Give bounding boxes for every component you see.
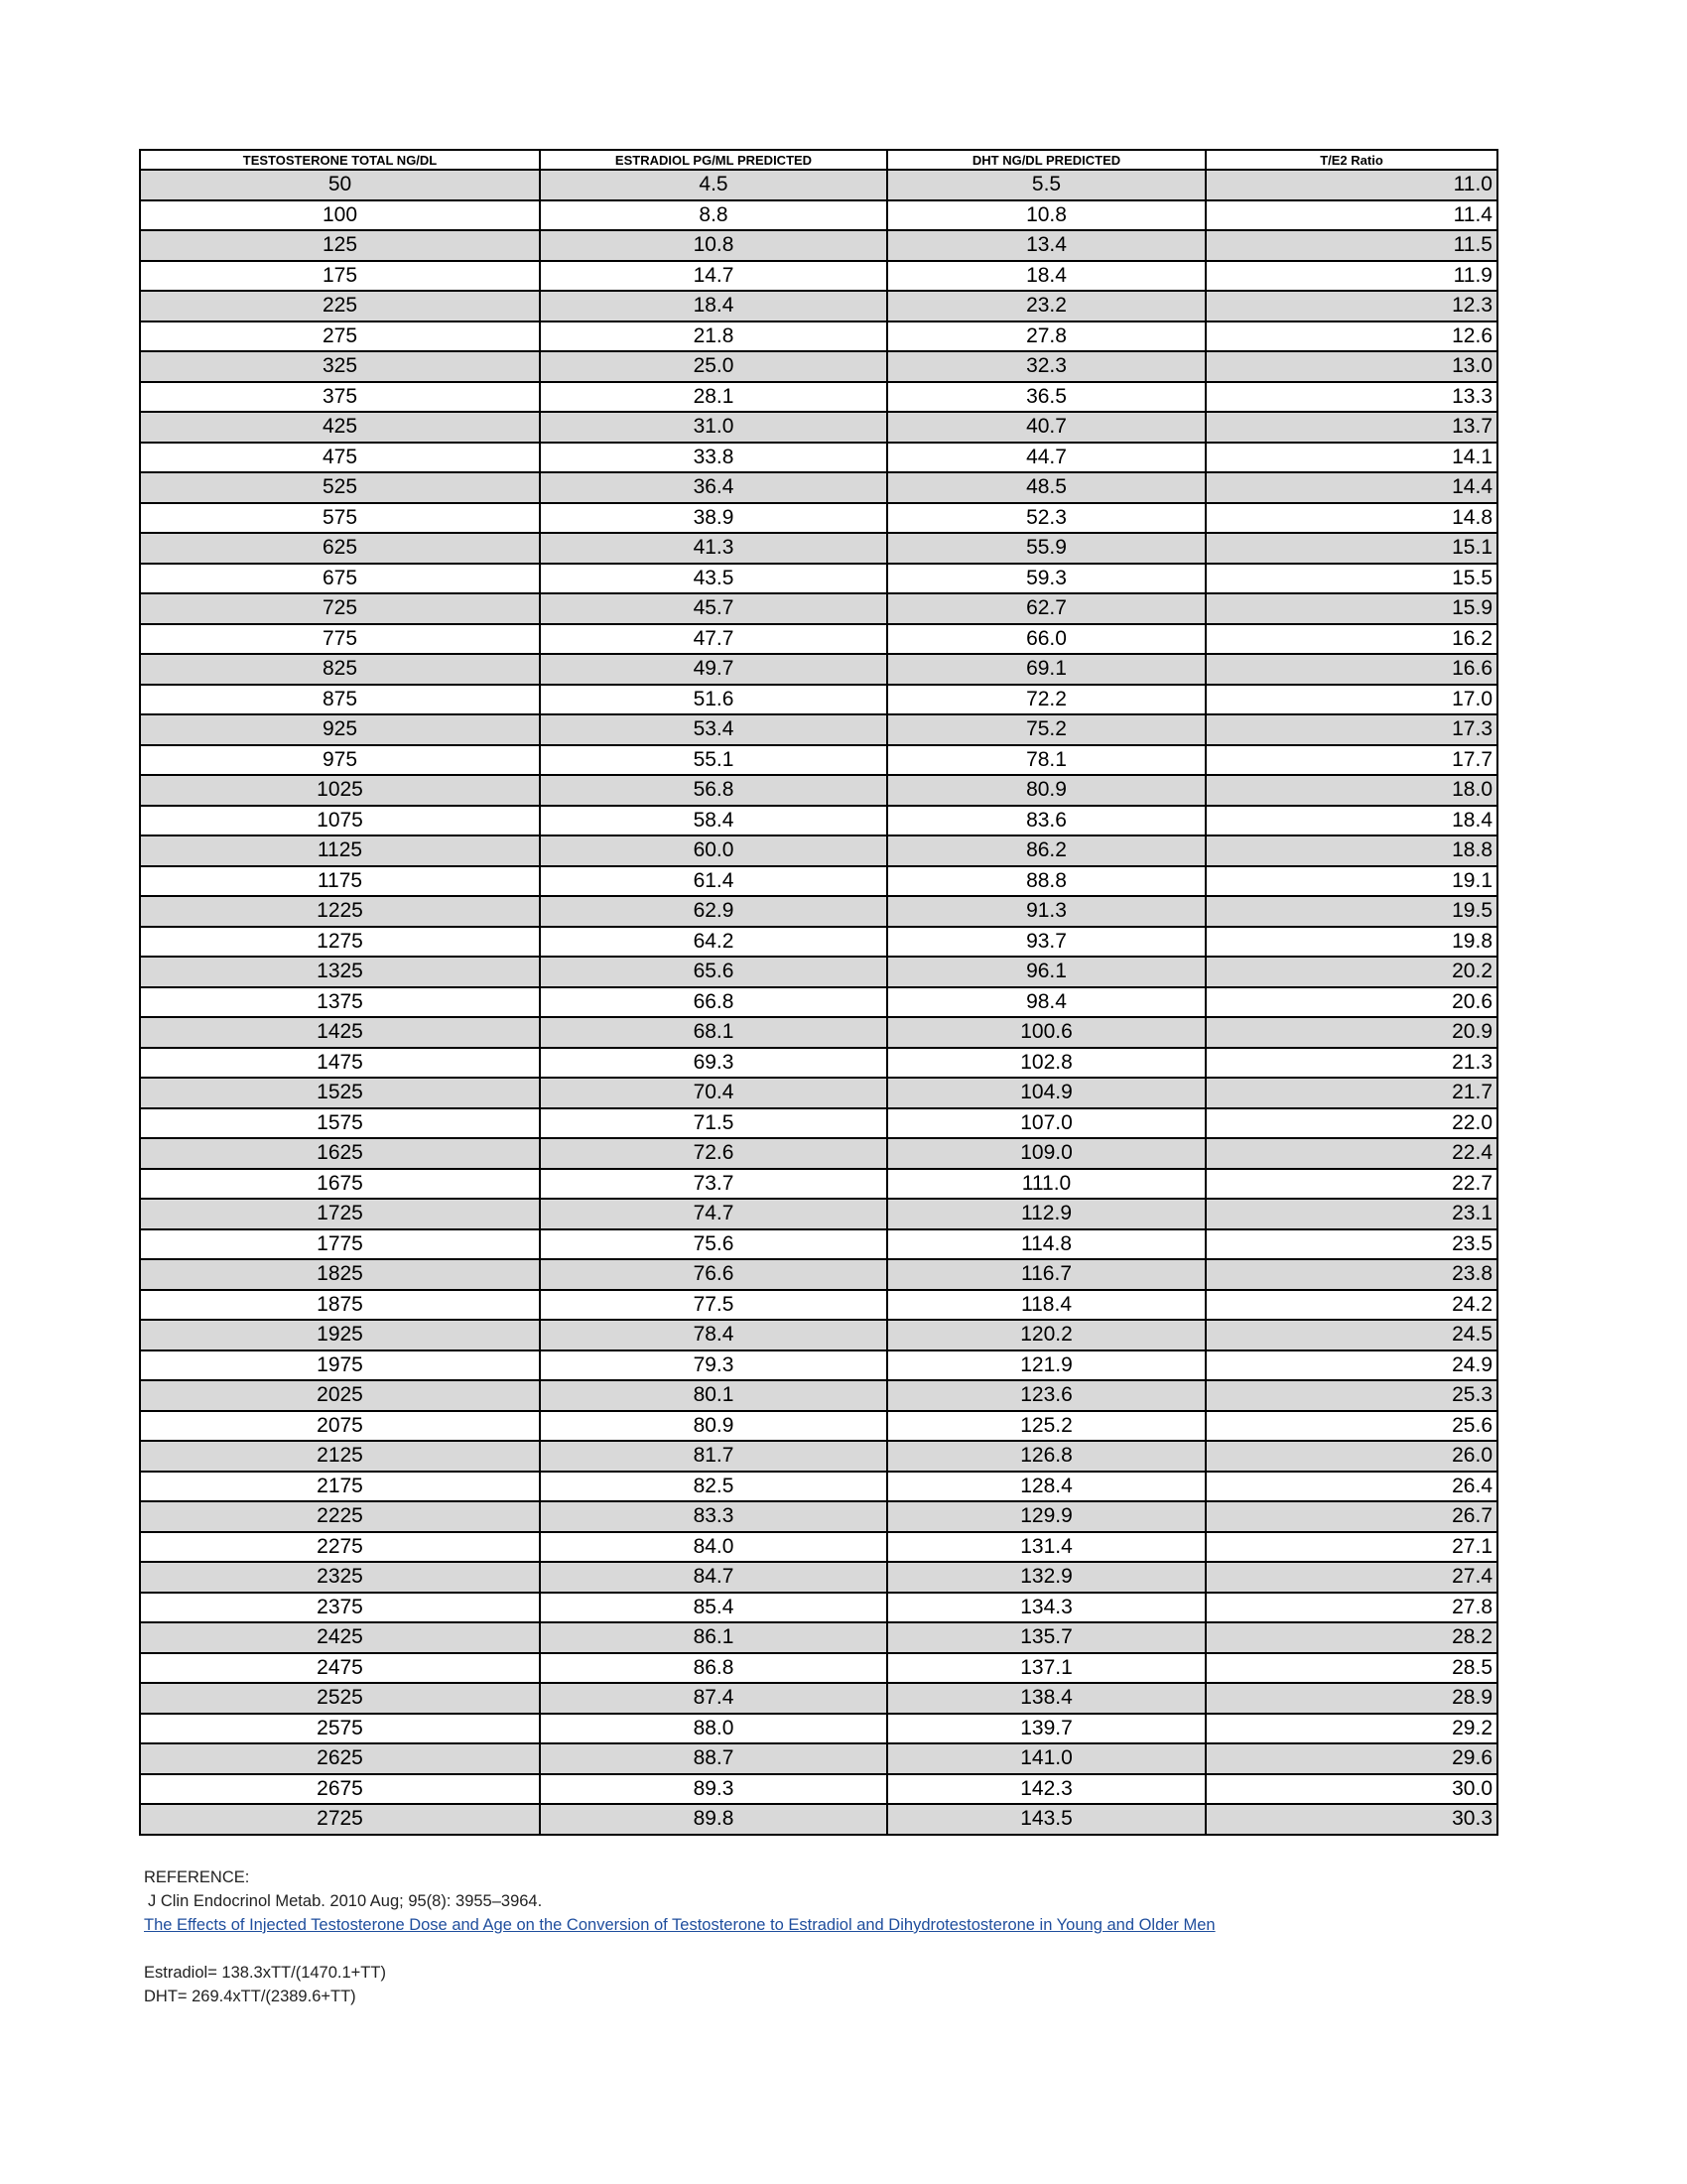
table-body	[140, 170, 1497, 1835]
cell-dht: 131.4	[887, 1532, 1206, 1563]
cell-ratio: 24.2	[1206, 1290, 1497, 1321]
cell-dht: 66.0	[887, 624, 1206, 655]
table-row	[140, 714, 1497, 745]
cell-dht: 120.2	[887, 1320, 1206, 1350]
cell-ratio: 23.8	[1206, 1259, 1497, 1290]
cell-testosterone: 675	[140, 564, 540, 594]
cell-estradiol: 64.2	[540, 927, 887, 958]
table-row	[140, 321, 1497, 352]
cell-ratio: 30.0	[1206, 1774, 1497, 1805]
table-row	[140, 382, 1497, 413]
cell-estradiol: 73.7	[540, 1169, 887, 1200]
cell-estradiol: 76.6	[540, 1259, 887, 1290]
cell-ratio: 20.6	[1206, 987, 1497, 1018]
cell-testosterone: 375	[140, 382, 540, 413]
table-row	[140, 1078, 1497, 1108]
cell-estradiol: 14.7	[540, 261, 887, 292]
reference-label: REFERENCE:	[144, 1868, 250, 1886]
cell-testosterone: 1175	[140, 866, 540, 897]
cell-dht: 72.2	[887, 685, 1206, 715]
cell-testosterone: 525	[140, 472, 540, 503]
cell-testosterone: 725	[140, 593, 540, 624]
cell-dht: 88.8	[887, 866, 1206, 897]
cell-dht: 118.4	[887, 1290, 1206, 1321]
cell-ratio: 16.2	[1206, 624, 1497, 655]
cell-ratio: 21.3	[1206, 1048, 1497, 1079]
table-row	[140, 1380, 1497, 1411]
cell-estradiol: 49.7	[540, 654, 887, 685]
cell-dht: 137.1	[887, 1653, 1206, 1684]
cell-dht: 109.0	[887, 1138, 1206, 1169]
cell-dht: 27.8	[887, 321, 1206, 352]
table-row	[140, 1320, 1497, 1350]
cell-testosterone: 1375	[140, 987, 540, 1018]
cell-testosterone: 925	[140, 714, 540, 745]
cell-dht: 44.7	[887, 443, 1206, 473]
cell-testosterone: 875	[140, 685, 540, 715]
cell-ratio: 25.3	[1206, 1380, 1497, 1411]
table-row	[140, 533, 1497, 564]
cell-ratio: 14.4	[1206, 472, 1497, 503]
table-row	[140, 685, 1497, 715]
cell-estradiol: 58.4	[540, 806, 887, 836]
table-row	[140, 230, 1497, 261]
cell-testosterone: 2725	[140, 1804, 540, 1835]
cell-ratio: 19.5	[1206, 896, 1497, 927]
cell-ratio: 25.6	[1206, 1411, 1497, 1442]
table-row	[140, 835, 1497, 866]
cell-dht: 116.7	[887, 1259, 1206, 1290]
cell-testosterone: 1825	[140, 1259, 540, 1290]
table-row	[140, 1259, 1497, 1290]
cell-dht: 138.4	[887, 1683, 1206, 1714]
cell-testosterone: 275	[140, 321, 540, 352]
cell-estradiol: 31.0	[540, 412, 887, 443]
cell-estradiol: 89.8	[540, 1804, 887, 1835]
cell-dht: 23.2	[887, 291, 1206, 321]
table-row	[140, 624, 1497, 655]
header-testosterone: TESTOSTERONE TOTAL NG/DL	[140, 150, 540, 170]
cell-dht: 104.9	[887, 1078, 1206, 1108]
cell-dht: 96.1	[887, 957, 1206, 987]
table-row	[140, 1411, 1497, 1442]
table-row	[140, 1743, 1497, 1774]
cell-testosterone: 1425	[140, 1017, 540, 1048]
cell-testosterone: 1575	[140, 1108, 540, 1139]
cell-ratio: 11.9	[1206, 261, 1497, 292]
cell-dht: 132.9	[887, 1562, 1206, 1593]
cell-testosterone: 2575	[140, 1714, 540, 1744]
cell-estradiol: 75.6	[540, 1229, 887, 1260]
cell-ratio: 27.1	[1206, 1532, 1497, 1563]
cell-testosterone: 2025	[140, 1380, 540, 1411]
cell-testosterone: 2325	[140, 1562, 540, 1593]
cell-estradiol: 43.5	[540, 564, 887, 594]
table-row	[140, 1774, 1497, 1805]
cell-estradiol: 71.5	[540, 1108, 887, 1139]
cell-ratio: 30.3	[1206, 1804, 1497, 1835]
cell-estradiol: 88.7	[540, 1743, 887, 1774]
cell-estradiol: 8.8	[540, 200, 887, 231]
cell-testosterone: 2425	[140, 1622, 540, 1653]
cell-dht: 142.3	[887, 1774, 1206, 1805]
cell-dht: 40.7	[887, 412, 1206, 443]
hormone-table	[139, 149, 1498, 1836]
cell-testosterone: 2225	[140, 1501, 540, 1532]
cell-ratio: 20.9	[1206, 1017, 1497, 1048]
cell-ratio: 11.5	[1206, 230, 1497, 261]
cell-estradiol: 4.5	[540, 170, 887, 200]
cell-testosterone: 325	[140, 351, 540, 382]
cell-dht: 78.1	[887, 745, 1206, 776]
cell-dht: 5.5	[887, 170, 1206, 200]
cell-testosterone: 1025	[140, 775, 540, 806]
reference-block	[144, 1865, 1216, 1937]
cell-ratio: 11.0	[1206, 170, 1497, 200]
cell-testosterone: 2475	[140, 1653, 540, 1684]
cell-estradiol: 86.8	[540, 1653, 887, 1684]
cell-estradiol: 85.4	[540, 1593, 887, 1623]
cell-ratio: 13.0	[1206, 351, 1497, 382]
cell-estradiol: 88.0	[540, 1714, 887, 1744]
cell-ratio: 12.3	[1206, 291, 1497, 321]
cell-ratio: 29.2	[1206, 1714, 1497, 1744]
cell-estradiol: 86.1	[540, 1622, 887, 1653]
cell-testosterone: 975	[140, 745, 540, 776]
cell-estradiol: 41.3	[540, 533, 887, 564]
cell-testosterone: 1625	[140, 1138, 540, 1169]
cell-estradiol: 69.3	[540, 1048, 887, 1079]
cell-ratio: 17.3	[1206, 714, 1497, 745]
cell-ratio: 24.9	[1206, 1350, 1497, 1381]
cell-estradiol: 21.8	[540, 321, 887, 352]
dht-formula: DHT= 269.4xTT/(2389.6+TT)	[144, 1988, 356, 2005]
table-row	[140, 1622, 1497, 1653]
cell-estradiol: 55.1	[540, 745, 887, 776]
cell-ratio: 21.7	[1206, 1078, 1497, 1108]
cell-dht: 121.9	[887, 1350, 1206, 1381]
cell-dht: 134.3	[887, 1593, 1206, 1623]
cell-dht: 102.8	[887, 1048, 1206, 1079]
cell-dht: 86.2	[887, 835, 1206, 866]
cell-dht: 52.3	[887, 503, 1206, 534]
table-row	[140, 291, 1497, 321]
table-row	[140, 1714, 1497, 1744]
cell-estradiol: 78.4	[540, 1320, 887, 1350]
cell-dht: 107.0	[887, 1108, 1206, 1139]
cell-testosterone: 1525	[140, 1078, 540, 1108]
table-row	[140, 1229, 1497, 1260]
cell-ratio: 18.8	[1206, 835, 1497, 866]
table-row	[140, 1108, 1497, 1139]
cell-estradiol: 79.3	[540, 1350, 887, 1381]
table-row	[140, 261, 1497, 292]
cell-testosterone: 125	[140, 230, 540, 261]
cell-dht: 13.4	[887, 230, 1206, 261]
cell-dht: 112.9	[887, 1199, 1206, 1229]
cell-testosterone: 1975	[140, 1350, 540, 1381]
cell-ratio: 15.9	[1206, 593, 1497, 624]
cell-estradiol: 33.8	[540, 443, 887, 473]
table-row	[140, 200, 1497, 231]
cell-dht: 98.4	[887, 987, 1206, 1018]
table-row	[140, 1017, 1497, 1048]
cell-ratio: 26.4	[1206, 1472, 1497, 1502]
cell-ratio: 27.4	[1206, 1562, 1497, 1593]
cell-ratio: 12.6	[1206, 321, 1497, 352]
cell-testosterone: 1875	[140, 1290, 540, 1321]
cell-ratio: 19.1	[1206, 866, 1497, 897]
header-dht: DHT NG/DL PREDICTED	[887, 150, 1206, 170]
table-row	[140, 806, 1497, 836]
cell-estradiol: 83.3	[540, 1501, 887, 1532]
cell-dht: 69.1	[887, 654, 1206, 685]
cell-estradiol: 38.9	[540, 503, 887, 534]
cell-testosterone: 225	[140, 291, 540, 321]
cell-estradiol: 84.0	[540, 1532, 887, 1563]
table-row	[140, 866, 1497, 897]
cell-estradiol: 47.7	[540, 624, 887, 655]
cell-dht: 55.9	[887, 533, 1206, 564]
table-row	[140, 957, 1497, 987]
cell-dht: 139.7	[887, 1714, 1206, 1744]
cell-testosterone: 2375	[140, 1593, 540, 1623]
cell-dht: 129.9	[887, 1501, 1206, 1532]
cell-testosterone: 2625	[140, 1743, 540, 1774]
cell-ratio: 15.1	[1206, 533, 1497, 564]
cell-ratio: 17.7	[1206, 745, 1497, 776]
table-row	[140, 927, 1497, 958]
cell-dht: 80.9	[887, 775, 1206, 806]
cell-ratio: 29.6	[1206, 1743, 1497, 1774]
cell-testosterone: 2675	[140, 1774, 540, 1805]
cell-ratio: 16.6	[1206, 654, 1497, 685]
cell-testosterone: 1225	[140, 896, 540, 927]
cell-estradiol: 18.4	[540, 291, 887, 321]
cell-testosterone: 50	[140, 170, 540, 200]
cell-testosterone: 100	[140, 200, 540, 231]
cell-dht: 10.8	[887, 200, 1206, 231]
cell-estradiol: 80.1	[540, 1380, 887, 1411]
table-row	[140, 443, 1497, 473]
cell-estradiol: 36.4	[540, 472, 887, 503]
cell-dht: 32.3	[887, 351, 1206, 382]
cell-testosterone: 2275	[140, 1532, 540, 1563]
table-row	[140, 987, 1497, 1018]
cell-estradiol: 81.7	[540, 1441, 887, 1472]
cell-testosterone: 475	[140, 443, 540, 473]
cell-dht: 83.6	[887, 806, 1206, 836]
cell-dht: 135.7	[887, 1622, 1206, 1653]
cell-ratio: 26.7	[1206, 1501, 1497, 1532]
cell-ratio: 14.1	[1206, 443, 1497, 473]
cell-dht: 141.0	[887, 1743, 1206, 1774]
formula-block	[144, 1961, 386, 2008]
table-row	[140, 503, 1497, 534]
cell-estradiol: 77.5	[540, 1290, 887, 1321]
table-row	[140, 1653, 1497, 1684]
header-row	[140, 150, 1497, 170]
cell-ratio: 22.7	[1206, 1169, 1497, 1200]
cell-ratio: 28.9	[1206, 1683, 1497, 1714]
cell-ratio: 22.0	[1206, 1108, 1497, 1139]
table-row	[140, 1290, 1497, 1321]
cell-estradiol: 51.6	[540, 685, 887, 715]
cell-ratio: 14.8	[1206, 503, 1497, 534]
cell-ratio: 18.0	[1206, 775, 1497, 806]
cell-dht: 48.5	[887, 472, 1206, 503]
table-row	[140, 775, 1497, 806]
cell-ratio: 13.3	[1206, 382, 1497, 413]
cell-estradiol: 65.6	[540, 957, 887, 987]
header-ratio: T/E2 Ratio	[1206, 150, 1497, 170]
cell-testosterone: 775	[140, 624, 540, 655]
cell-dht: 36.5	[887, 382, 1206, 413]
cell-testosterone: 575	[140, 503, 540, 534]
cell-dht: 93.7	[887, 927, 1206, 958]
cell-estradiol: 25.0	[540, 351, 887, 382]
cell-dht: 143.5	[887, 1804, 1206, 1835]
table-row	[140, 1683, 1497, 1714]
cell-dht: 111.0	[887, 1169, 1206, 1200]
table-row	[140, 1501, 1497, 1532]
cell-dht: 91.3	[887, 896, 1206, 927]
cell-ratio: 11.4	[1206, 200, 1497, 231]
cell-ratio: 18.4	[1206, 806, 1497, 836]
reference-citation: J Clin Endocrinol Metab. 2010 Aug; 95(8): 3955–3964.	[148, 1892, 543, 1910]
cell-ratio: 19.8	[1206, 927, 1497, 958]
cell-testosterone: 1275	[140, 927, 540, 958]
cell-estradiol: 70.4	[540, 1078, 887, 1108]
cell-ratio: 24.5	[1206, 1320, 1497, 1350]
table-row	[140, 1804, 1497, 1835]
cell-estradiol: 61.4	[540, 866, 887, 897]
cell-testosterone: 1675	[140, 1169, 540, 1200]
cell-dht: 125.2	[887, 1411, 1206, 1442]
cell-testosterone: 2125	[140, 1441, 540, 1472]
table-row	[140, 351, 1497, 382]
cell-testosterone: 1325	[140, 957, 540, 987]
cell-ratio: 13.7	[1206, 412, 1497, 443]
table-row	[140, 593, 1497, 624]
cell-testosterone: 2175	[140, 1472, 540, 1502]
reference-link[interactable]: The Effects of Injected Testosterone Dose and Age on the Conversion of Testosterone to Estradiol and Dihydrotestosterone in Young and Older Men	[144, 1916, 1216, 1934]
cell-estradiol: 10.8	[540, 230, 887, 261]
table-row	[140, 1350, 1497, 1381]
cell-testosterone: 625	[140, 533, 540, 564]
estradiol-formula: Estradiol= 138.3xTT/(1470.1+TT)	[144, 1964, 386, 1982]
cell-testosterone: 175	[140, 261, 540, 292]
cell-testosterone: 2525	[140, 1683, 540, 1714]
cell-estradiol: 74.7	[540, 1199, 887, 1229]
cell-estradiol: 45.7	[540, 593, 887, 624]
table-row	[140, 1441, 1497, 1472]
cell-dht: 123.6	[887, 1380, 1206, 1411]
cell-dht: 18.4	[887, 261, 1206, 292]
cell-testosterone: 1125	[140, 835, 540, 866]
table-row	[140, 412, 1497, 443]
cell-estradiol: 84.7	[540, 1562, 887, 1593]
cell-estradiol: 87.4	[540, 1683, 887, 1714]
table-row	[140, 472, 1497, 503]
cell-testosterone: 1925	[140, 1320, 540, 1350]
cell-dht: 62.7	[887, 593, 1206, 624]
cell-testosterone: 425	[140, 412, 540, 443]
table-row	[140, 564, 1497, 594]
cell-estradiol: 89.3	[540, 1774, 887, 1805]
table-row	[140, 896, 1497, 927]
table-row	[140, 654, 1497, 685]
cell-dht: 75.2	[887, 714, 1206, 745]
cell-estradiol: 53.4	[540, 714, 887, 745]
table-row	[140, 1562, 1497, 1593]
table-row	[140, 1199, 1497, 1229]
cell-ratio: 28.5	[1206, 1653, 1497, 1684]
cell-testosterone: 1075	[140, 806, 540, 836]
cell-testosterone: 1475	[140, 1048, 540, 1079]
cell-estradiol: 68.1	[540, 1017, 887, 1048]
table-row	[140, 1532, 1497, 1563]
cell-testosterone: 825	[140, 654, 540, 685]
table-row	[140, 745, 1497, 776]
cell-dht: 126.8	[887, 1441, 1206, 1472]
cell-estradiol: 62.9	[540, 896, 887, 927]
cell-estradiol: 82.5	[540, 1472, 887, 1502]
cell-estradiol: 80.9	[540, 1411, 887, 1442]
cell-ratio: 22.4	[1206, 1138, 1497, 1169]
table-row	[140, 170, 1497, 200]
cell-testosterone: 1775	[140, 1229, 540, 1260]
cell-estradiol: 66.8	[540, 987, 887, 1018]
header-estradiol: ESTRADIOL PG/ML PREDICTED	[540, 150, 887, 170]
cell-estradiol: 56.8	[540, 775, 887, 806]
cell-testosterone: 1725	[140, 1199, 540, 1229]
table-row	[140, 1593, 1497, 1623]
cell-ratio: 17.0	[1206, 685, 1497, 715]
cell-ratio: 23.1	[1206, 1199, 1497, 1229]
cell-ratio: 28.2	[1206, 1622, 1497, 1653]
cell-estradiol: 60.0	[540, 835, 887, 866]
table-row	[140, 1138, 1497, 1169]
cell-testosterone: 2075	[140, 1411, 540, 1442]
cell-dht: 59.3	[887, 564, 1206, 594]
cell-ratio: 27.8	[1206, 1593, 1497, 1623]
cell-estradiol: 72.6	[540, 1138, 887, 1169]
cell-dht: 100.6	[887, 1017, 1206, 1048]
table-row	[140, 1169, 1497, 1200]
cell-dht: 114.8	[887, 1229, 1206, 1260]
table-row	[140, 1048, 1497, 1079]
table-row	[140, 1472, 1497, 1502]
cell-dht: 128.4	[887, 1472, 1206, 1502]
cell-ratio: 20.2	[1206, 957, 1497, 987]
cell-ratio: 23.5	[1206, 1229, 1497, 1260]
cell-estradiol: 28.1	[540, 382, 887, 413]
cell-ratio: 26.0	[1206, 1441, 1497, 1472]
cell-ratio: 15.5	[1206, 564, 1497, 594]
